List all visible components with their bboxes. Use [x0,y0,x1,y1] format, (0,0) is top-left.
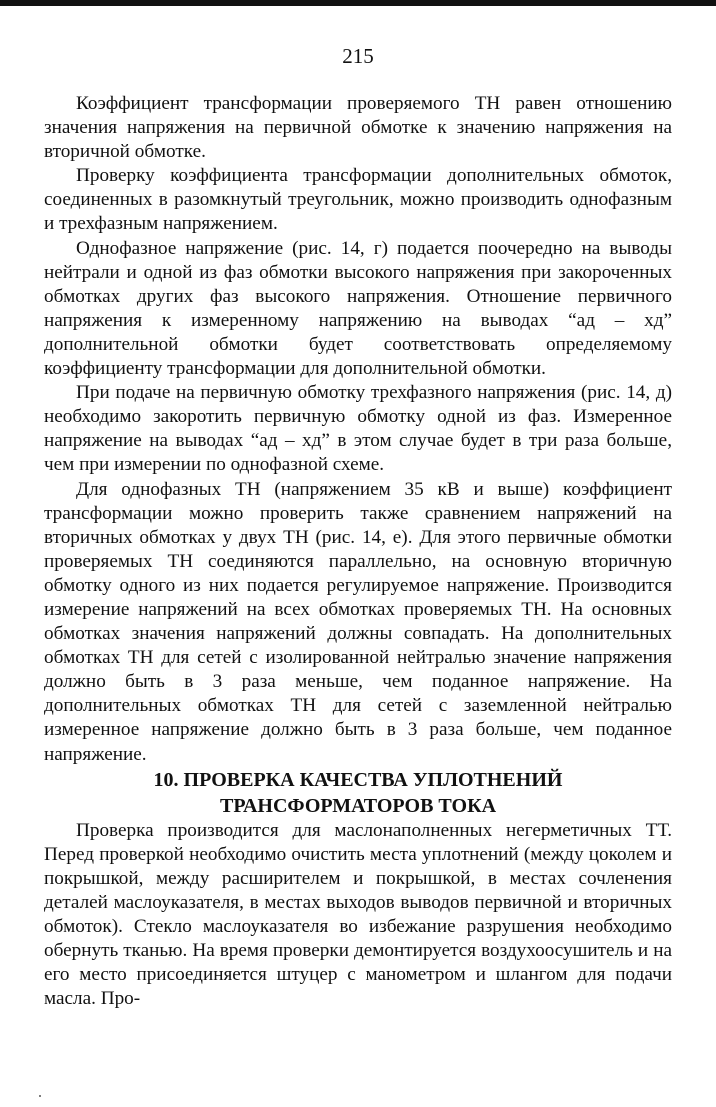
paragraph: Проверка производится для маслонаполненных негерметичных ТТ. Перед проверкой необходимо очистить места уплотнений (между цоколем и покрышкой, между расширителем и покрышкой, в местах сочленения деталей маслоуказателя, в местах выходов выводов первичной и вторичных обмоток). Стекло маслоуказателя во избежание разрушения необходимо обернуть тканью. На время проверки демонтируется воздухоосушитель и на его место присоединяется штуцер с манометром и шлангом для подачи масла. Про- [44,819,672,1010]
section-heading-line: 10. ПРОВЕРКА КАЧЕСТВА УПЛОТНЕНИЙ [153,768,563,791]
scan-speck [39,1095,41,1097]
section-heading [44,767,672,819]
page-body [44,92,672,1011]
section-heading-line: ТРАНСФОРМАТОРОВ ТОКА [219,794,497,817]
paragraph: Проверку коэффициента трансформации дополнительных обмоток, соединенных в разомкнутый треугольник, можно производить однофазным и трехфазным напряжением. [44,165,672,235]
paragraph: Однофазное напряжение (рис. 14, г) подается поочередно на выводы нейтрали и одной из фаз обмотки высокого напряжения при закороченных обмотках других фаз высокого напряжения. Отношение первичного напряжения к измеренному напряжению на выводах “aд – xд” дополнительной обмотки будет соответствовать определяемому коэффициенту трансформации для дополнительной обмотки. [44,237,672,380]
page-number: 215 [342,44,374,68]
top-border-rule [0,0,716,6]
paragraph: Коэффициент трансформации проверяемого ТН равен отношению значения напряжения на первичной обмотке к значению напряжения на вторичной обмотке. [44,93,672,163]
paragraph: При подаче на первичную обмотку трехфазного напряжения (рис. 14, д) необходимо закоротить первичную обмотку одной из фаз. Измеренное напряжение на выводах “aд – xд” в этом случае будет в три раза больше, чем при измерении по однофазной схеме. [44,382,672,476]
paragraph: Для однофазных ТН (напряжением 35 кВ и выше) коэффициент трансформации можно проверить также сравнением напряжений на вторичных обмотках у двух ТН (рис. 14, е). Для этого первичные обмотки проверяемых ТН соединяются параллельно, на основную вторичную обмотку одного из них подается регулируемое напряжение. Производится измерение напряжений на всех обмотках проверяемых ТН. На основных обмотках значения напряжений должны совпадать. На дополнительных обмотках ТН для сетей с изолированной нейтралью значение напряжения должно быть в 3 раза меньше, чем поданное напряжение. На дополнительных обмотках ТН для сетей с заземленной нейтралью измеренное напряжение должно быть в 3 раза больше, чем поданное напряжение. [44,478,672,765]
